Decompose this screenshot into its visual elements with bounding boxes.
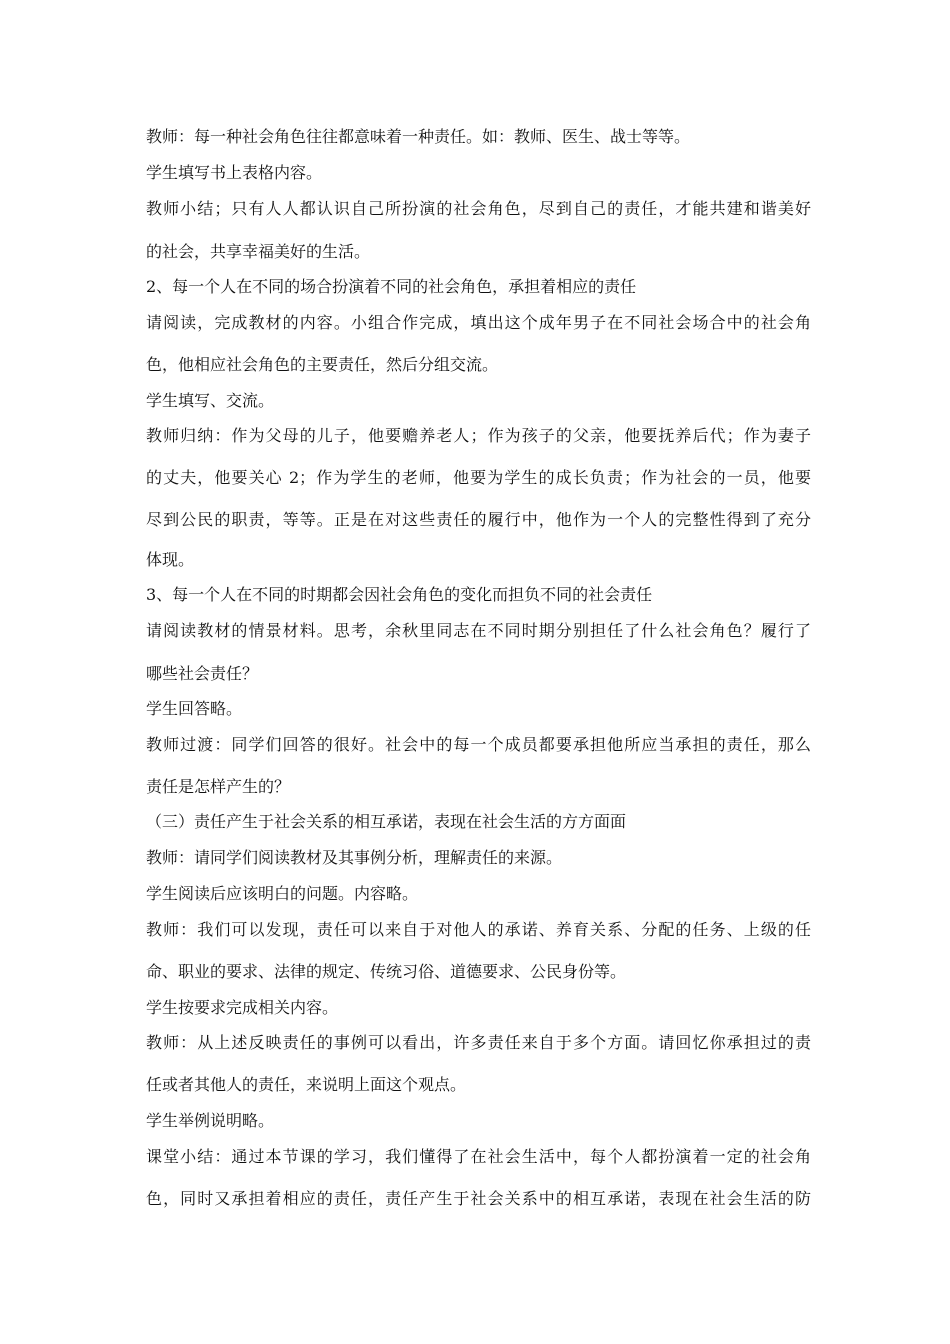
text-line: 教师：从上述反映责任的事例可以看出，许多责任来自于多个方面。请回忆你承担过的责 [146,1033,811,1052]
text-line: 体现。 [146,550,195,569]
text-line: 学生填写、交流。 [146,391,275,410]
text-line: 学生按要求完成相关内容。 [146,998,339,1017]
text-line: 课堂小结：通过本节课的学习，我们懂得了在社会生活中，每个人都扮演着一定的社会角 [146,1147,811,1166]
text-line: 学生回答略。 [146,699,243,718]
text-line: 命、职业的要求、法律的规定、传统习俗、道德要求、公民身份等。 [146,962,627,981]
text-line: 任或者其他人的责任，来说明上面这个观点。 [146,1075,467,1094]
text-line: 责任是怎样产生的？ [146,777,291,796]
text-line: 学生阅读后应该明白的问题。内容略。 [146,884,419,903]
text-line: 色，同时又承担着相应的责任，责任产生于社会关系中的相互承诺，表现在社会生活的防 [146,1189,811,1208]
text-line: 3、每一个人在不同的时期都会因社会角色的变化而担负不同的社会责任 [146,585,653,604]
text-line: 色，他相应社会角色的主要责任，然后分组交流。 [146,355,499,374]
text-line: 学生填写书上表格内容。 [146,163,323,182]
text-line: 教师：我们可以发现，责任可以来自于对他人的承诺、养育关系、分配的任务、上级的任 [146,920,811,939]
text-line: 教师归纳：作为父母的儿子，他要赡养老人；作为孩子的父亲，他要抚养后代；作为妻子 [146,426,811,445]
text-line: 的社会，共享幸福美好的生活。 [146,242,371,261]
text-line: 的丈夫，他要关心 2；作为学生的老师，他要为学生的成长负责；作为社会的一员，他要 [146,468,811,487]
text-line: 教师小结；只有人人都认识自己所扮演的社会角色，尽到自己的责任，才能共建和谐美好 [146,199,811,218]
text-line: 尽到公民的职责，等等。正是在对这些责任的履行中，他作为一个人的完整性得到了充分 [146,510,811,529]
text-line: 教师过渡：同学们回答的很好。社会中的每一个成员都要承担他所应当承担的责任，那么 [146,735,811,754]
text-line: 哪些社会责任？ [146,664,259,683]
text-line: 教师：每一种社会角色往往都意味着一种责任。如：教师、医生、战士等等。 [146,127,691,146]
text-line: 学生举例说明略。 [146,1111,275,1130]
text-line: 请阅读教材的情景材料。思考，余秋里同志在不同时期分别担任了什么社会角色？履行了 [146,621,811,640]
text-line: 2、每一个人在不同的场合扮演着不同的社会角色，承担着相应的责任 [146,277,637,296]
section-heading: （三）责任产生于社会关系的相互承诺，表现在社会生活的方方面面 [146,812,627,831]
text-line: 请阅读，完成教材的内容。小组合作完成，填出这个成年男子在不同社会场合中的社会角 [146,313,811,332]
text-line: 教师：请同学们阅读教材及其事例分析，理解责任的来源。 [146,848,563,867]
